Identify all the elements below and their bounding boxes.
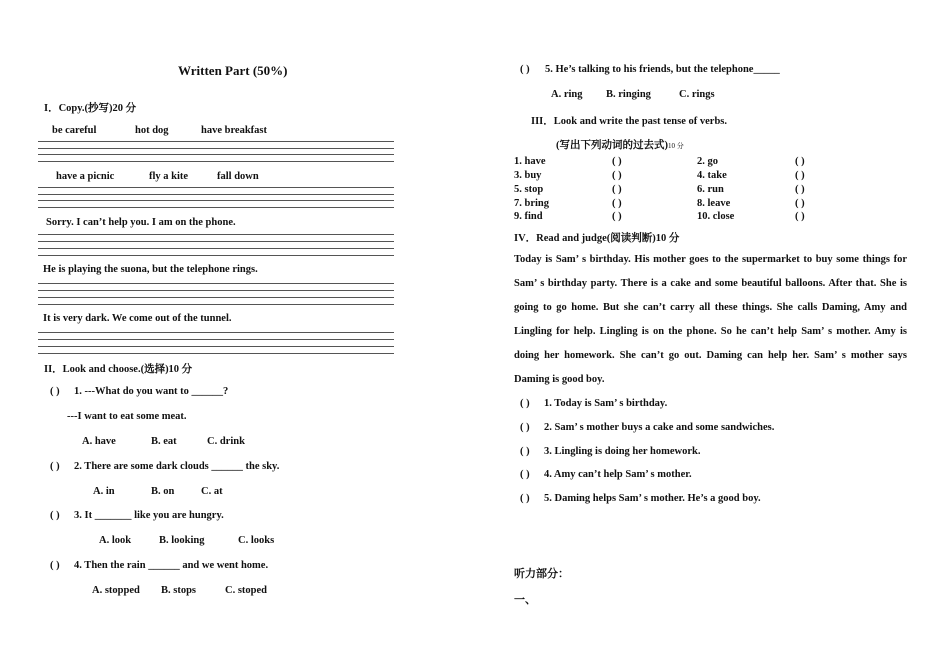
copy-phrase-3: have breakfast — [201, 125, 268, 136]
statement-1: 1. Today is Sam’ s birthday. — [544, 398, 668, 409]
writing-line — [38, 248, 394, 249]
writing-line — [38, 332, 394, 333]
writing-line — [38, 346, 394, 347]
copy-phrase-6: fall down — [217, 171, 259, 182]
answer-bracket[interactable]: ( ) — [50, 386, 60, 397]
listening-heading: 听力部分： — [514, 568, 569, 580]
question-3: 3. It _______ like you are hungry. — [74, 510, 224, 521]
writing-line — [38, 187, 394, 188]
writing-line — [38, 234, 394, 235]
writing-line — [38, 283, 394, 284]
answer-bracket[interactable]: ( ) — [612, 156, 622, 167]
section-3-score: 10 分 — [668, 142, 684, 150]
answer-bracket[interactable]: ( ) — [520, 446, 530, 457]
section-3-heading: III．Look and write the past tense of verbs. — [531, 116, 728, 127]
option-a: A. ring — [551, 89, 583, 100]
option-c: C. looks — [238, 535, 275, 546]
answer-bracket[interactable]: ( ) — [612, 170, 622, 181]
answer-bracket[interactable]: ( ) — [612, 184, 622, 195]
option-c: C. rings — [679, 89, 715, 100]
answer-bracket[interactable]: ( ) — [50, 560, 60, 571]
option-b: B. eat — [151, 436, 177, 447]
statement-5: 5. Daming helps Sam’ s mother. He’s a good boy. — [544, 493, 761, 504]
option-c: C. at — [201, 486, 223, 497]
verb-2: 2. go — [697, 156, 718, 167]
answer-bracket[interactable]: ( ) — [520, 398, 530, 409]
writing-line — [38, 255, 394, 256]
question-4: 4. Then the rain ______ and we went home. — [74, 560, 269, 571]
copy-sentence-2: He is playing the suona, but the telephone rings. — [43, 264, 258, 275]
option-a: A. look — [99, 535, 132, 546]
verb-1: 1. have — [514, 156, 546, 167]
answer-bracket[interactable]: ( ) — [520, 493, 530, 504]
verb-7: 7. bring — [514, 198, 550, 209]
writing-line — [38, 200, 394, 201]
verb-5: 5. stop — [514, 184, 544, 195]
copy-phrase-4: have a picnic — [56, 171, 115, 182]
copy-sentence-1: Sorry. I can’t help you. I am on the phone. — [46, 217, 236, 228]
answer-bracket[interactable]: ( ) — [612, 211, 622, 222]
section-2-heading: II．Look and choose.(选择)10 分 — [44, 364, 193, 375]
writing-line — [38, 339, 394, 340]
section-1-heading: I．Copy.(抄写)20 分 — [44, 103, 137, 114]
question-2: 2. There are some dark clouds ______ the sky. — [74, 461, 280, 472]
writing-line — [38, 161, 394, 162]
answer-bracket[interactable]: ( ) — [520, 422, 530, 433]
writing-line — [38, 194, 394, 195]
question-5: 5. He’s talking to his friends, but the telephone_____ — [545, 64, 780, 75]
writing-line — [38, 241, 394, 242]
answer-bracket[interactable]: ( ) — [795, 156, 805, 167]
writing-line — [38, 141, 394, 142]
listening-part-1: 一、 — [514, 594, 536, 606]
option-a: A. have — [82, 436, 116, 447]
answer-bracket[interactable]: ( ) — [795, 170, 805, 181]
answer-bracket[interactable]: ( ) — [795, 211, 805, 222]
verb-10: 10. close — [697, 211, 735, 222]
answer-bracket[interactable]: ( ) — [612, 198, 622, 209]
verb-8: 8. leave — [697, 198, 731, 209]
question-1: 1. ---What do you want to ______? — [74, 386, 229, 397]
writing-line — [38, 353, 394, 354]
answer-bracket[interactable]: ( ) — [795, 198, 805, 209]
answer-bracket[interactable]: ( ) — [520, 469, 530, 480]
statement-3: 3. Lingling is doing her homework. — [544, 446, 701, 457]
verb-9: 9. find — [514, 211, 543, 222]
answer-bracket[interactable]: ( ) — [795, 184, 805, 195]
option-b: B. looking — [159, 535, 205, 546]
reading-passage: Today is Sam’ s birthday. His mother goes to the supermarket to buy some things for Sam’ s birthday party. There is a cake and some beautiful balloons. After that. She is going to go home. But she can’t carry all these things. She calls Daming, Amy and Lingling for help. Lingling is on the phone. So he can’t help Sam’ s mother. Amy is doing her homework. She can’t go out. Daming can help her. Sam’ s mother says Daming is good boy. — [514, 254, 907, 385]
copy-phrase-5: fly a kite — [149, 171, 189, 182]
option-c: C. drink — [207, 436, 245, 447]
verb-3: 3. buy — [514, 170, 542, 181]
answer-bracket[interactable]: ( ) — [50, 510, 60, 521]
writing-line — [38, 154, 394, 155]
verb-4: 4. take — [697, 170, 727, 181]
answer-bracket[interactable]: ( ) — [520, 64, 530, 75]
writing-line — [38, 148, 394, 149]
option-c: C. stoped — [225, 585, 268, 596]
option-b: B. on — [151, 486, 175, 497]
copy-phrase-2: hot dog — [135, 125, 169, 136]
writing-line — [38, 304, 394, 305]
section-3-subheading — [556, 137, 684, 152]
section-3-subheading-text: (写出下列动词的过去式) — [556, 140, 668, 151]
option-a: A. in — [93, 486, 115, 497]
section-4-heading: IV．Read and judge(阅读判断)10 分 — [514, 233, 680, 244]
option-b: B. ringing — [606, 89, 651, 100]
answer-bracket[interactable]: ( ) — [50, 461, 60, 472]
copy-sentence-3: It is very dark. We come out of the tunnel. — [43, 313, 232, 324]
statement-4: 4. Amy can’t help Sam’ s mother. — [544, 469, 692, 480]
writing-line — [38, 207, 394, 208]
page-title: Written Part (50%) — [178, 63, 288, 78]
option-a: A. stopped — [92, 585, 140, 596]
writing-line — [38, 297, 394, 298]
copy-phrase-1: be careful — [52, 125, 97, 136]
verb-6: 6. run — [697, 184, 724, 195]
writing-line — [38, 290, 394, 291]
option-b: B. stops — [161, 585, 197, 596]
statement-2: 2. Sam’ s mother buys a cake and some sandwiches. — [544, 422, 775, 433]
question-1-reply: ---I want to eat some meat. — [67, 411, 187, 422]
